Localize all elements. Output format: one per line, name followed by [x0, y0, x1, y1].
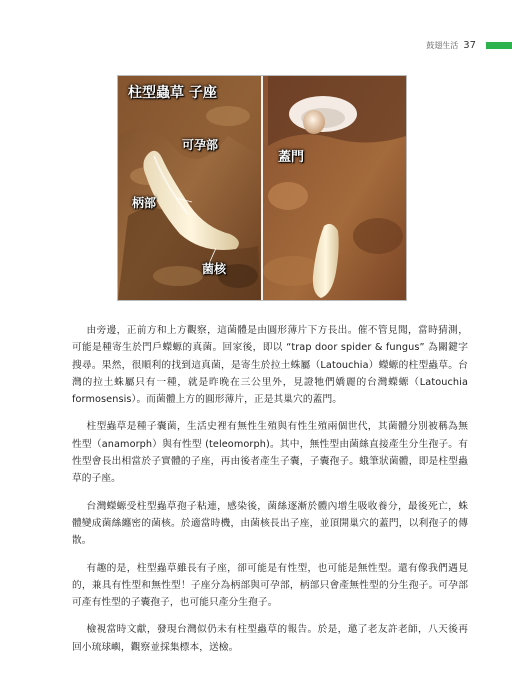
cordyceps-photo [117, 75, 407, 301]
article-body [72, 322, 468, 666]
label-title: 柱型蟲草 子座 [128, 85, 217, 101]
paragraph: 檢視當時文獻，發現台灣似仍未有柱型蟲草的報告。於是，邀了老友許老師，八天後再回小琉球嶼，觀察並採集標本，送檢。 [72, 624, 468, 653]
label-sclerotium: 菌核 [202, 262, 227, 276]
label-fertile-part: 可孕部 [182, 138, 219, 152]
paragraph: 由旁邊，正前方和上方觀察，這菌體是由圓形薄片下方長出。催不管見聞，當時猜測，可能是種寄生於門戶蠑螈的真菌。回家後，即以 “trap door spider & fungus” 為關鍵字搜尋。果然，很順利的找到這真菌，是寄生於拉土蛛屬（Latouchia）蠑螈的柱型蟲草。台灣的拉土蛛屬只有一種，就是昨晚在三公里外，見證牠們嬌麗的台灣蠑螈（Latouchia formosensis）。而菌體上方的圓形薄片，正是其巢穴的蓋門。 [72, 325, 468, 406]
photo-illustration [118, 76, 406, 300]
page-number: 37 [463, 39, 476, 51]
section-title: 鼓翅生活 [426, 40, 459, 50]
label-stalk: 柄部 [132, 196, 157, 210]
accent-bar [486, 42, 512, 49]
label-lid: 蓋門 [278, 150, 305, 165]
page-header [426, 38, 512, 52]
paragraph: 柱型蟲草是種子囊菌，生活史裡有無性生殖與有性生殖兩個世代，其菌體分別被稱為無性型（anamorph）與有性型 (teleomorph)。其中，無性型由菌絲直接產生分生孢子。有性型會長出相當於子實體的子座，再由後者產生子囊，子囊孢子。蛾筆狀菌體，即是柱型蟲草的子座。 [72, 421, 468, 485]
paragraph: 有趣的是，柱型蟲草雖長有子座，卻可能是有性型，也可能是無性型。還有像我們遇見的，兼具有性型和無性型！子座分為柄部與可孕部，柄部只會產無性型的分生孢子。可孕部可產有性型的子囊孢子，也可能只產分生孢子。 [72, 562, 468, 609]
paragraph: 台灣蠑螈受柱型蟲草孢子粘連，感染後，菌絲逐漸於體內增生吸收養分，最後死亡，蛛體變成菌絲纏密的菌核。於適當時機，由菌核長出子座，並頂開巢穴的蓋門，以利孢子的傳散。 [72, 500, 468, 547]
